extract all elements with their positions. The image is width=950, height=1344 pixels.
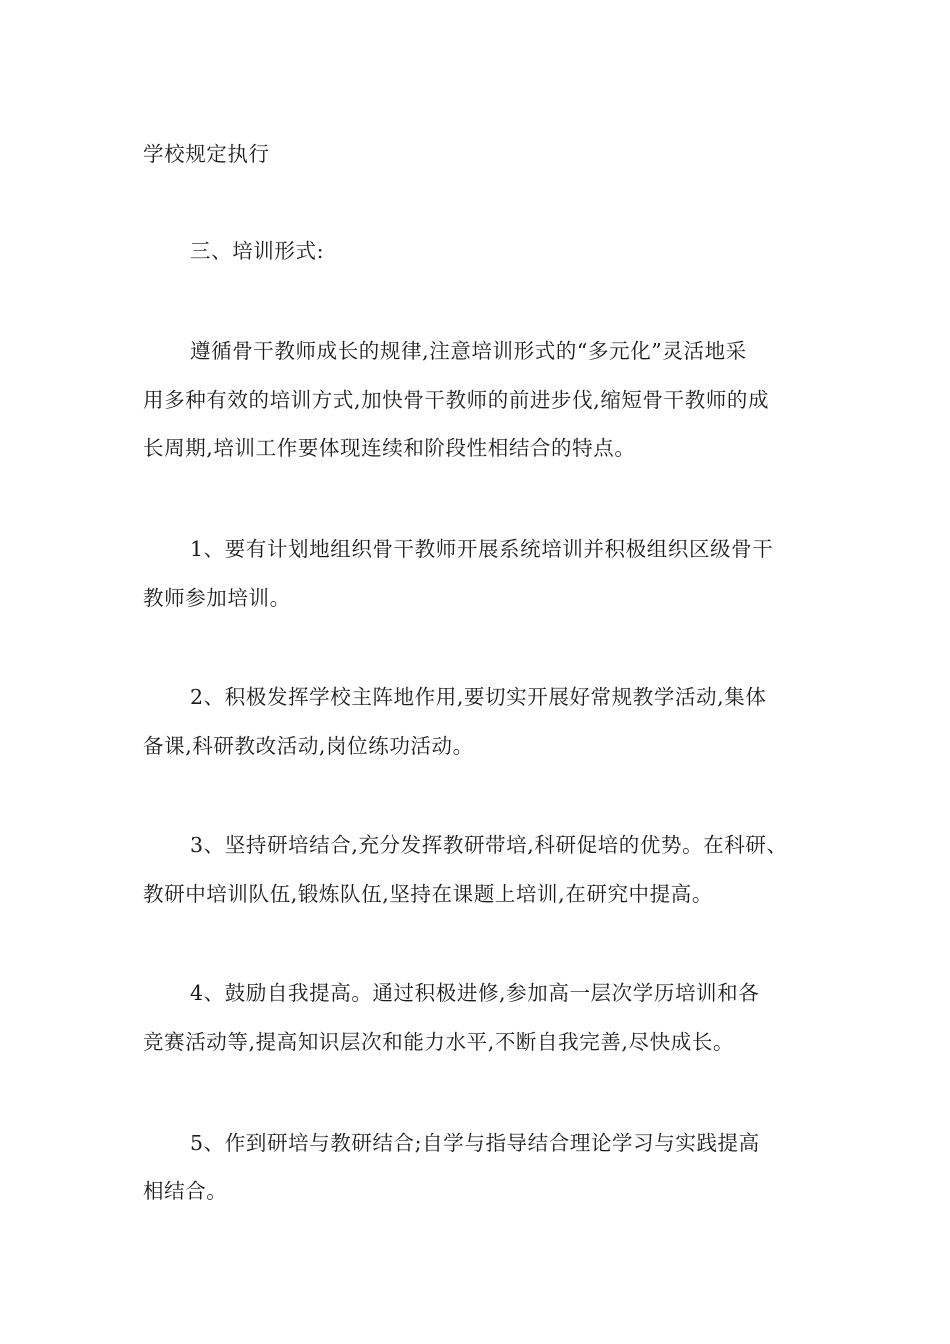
list-item-line: 教研中培训队伍,锻炼队伍,坚持在课题上培训,在研究中提高。 <box>143 882 713 906</box>
paragraph-line: 用多种有效的培训方式,加快骨干教师的前进步伐,缩短骨干教师的成 <box>143 388 770 412</box>
list-item-line: 4、鼓励自我提高。通过积极进修,参加高一层次学历培训和各 <box>190 981 760 1005</box>
list-item-line: 1、要有计划地组织骨干教师开展系统培训并积极组织区级骨干 <box>190 537 774 561</box>
section-heading: 三、培训形式: <box>190 239 325 263</box>
list-item-line: 2、积极发挥学校主阵地作用,要切实开展好常规教学活动,集体 <box>190 685 767 709</box>
paragraph-line: 长周期,培训工作要体现连续和阶段性相结合的特点。 <box>143 436 636 460</box>
list-item-line: 备课,科研教改活动,岗位练功活动。 <box>143 734 474 758</box>
text-line: 学校规定执行 <box>143 142 270 166</box>
list-item-line: 教师参加培训。 <box>143 586 291 610</box>
list-item-line: 3、坚持研培结合,充分发挥教研带培,科研促培的优势。在科研、 <box>190 833 788 857</box>
list-item-line: 5、作到研培与教研结合;自学与指导结合理论学习与实践提高 <box>190 1131 760 1155</box>
list-item-line: 竞赛活动等,提高知识层次和能力水平,不断自我完善,尽快成长。 <box>143 1030 735 1054</box>
paragraph-line: 遵循骨干教师成长的规律,注意培训形式的“多元化”灵活地采 <box>190 339 747 363</box>
list-item-line: 相结合。 <box>143 1179 228 1203</box>
